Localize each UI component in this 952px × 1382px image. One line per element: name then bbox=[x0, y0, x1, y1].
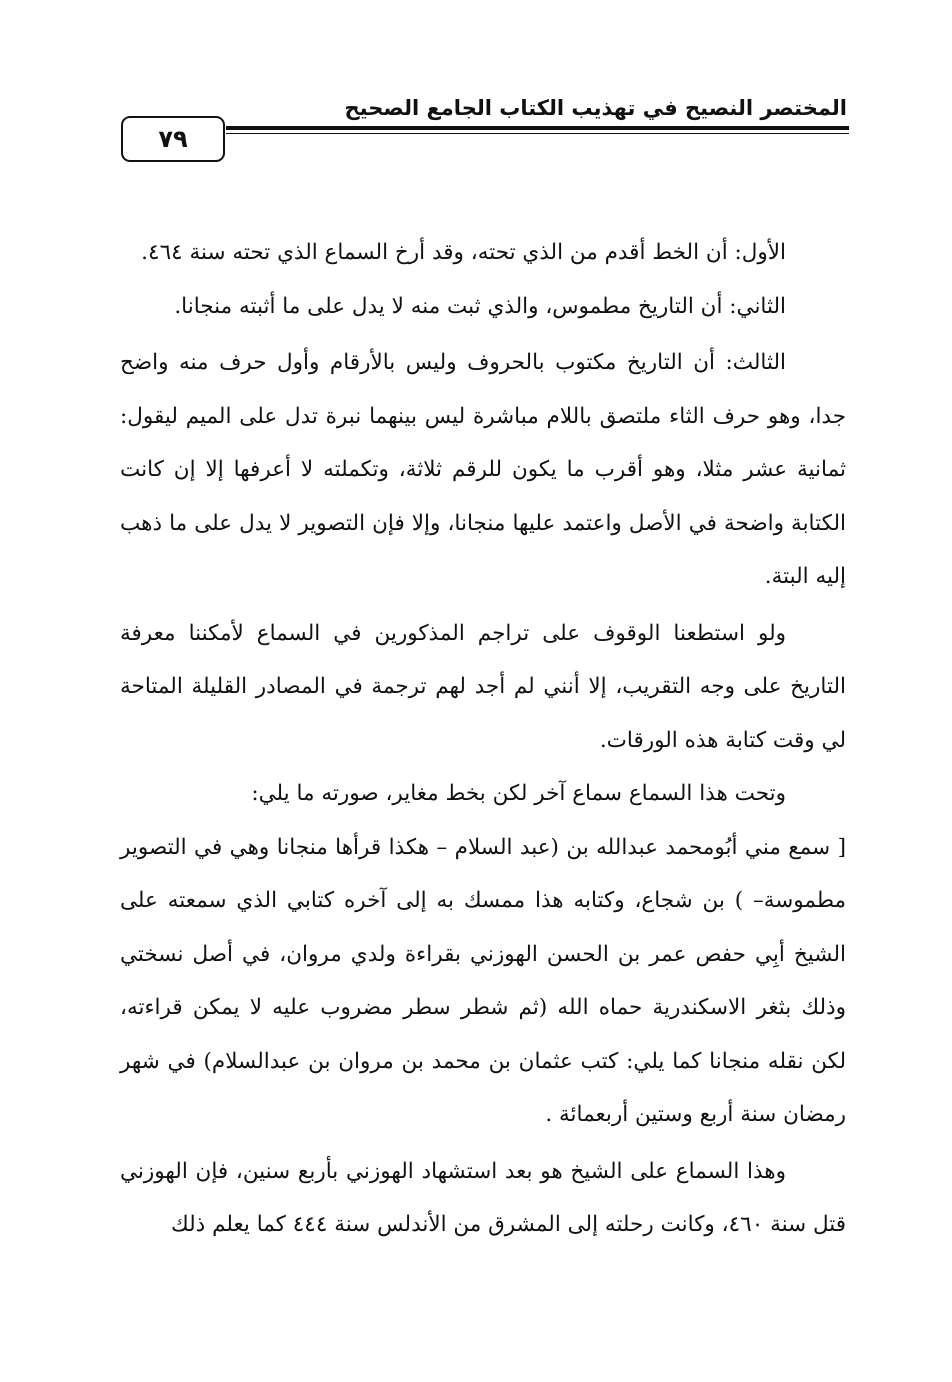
paragraph-third-point: الثالث: أن التاريخ مكتوب بالحروف وليس بالأرقام وأول حرف منه واضح جدا، وهو حرف الثاء ملتصق باللام مباشرة ليس بينهما نبرة تدل على الميم ليقول: ثمانية عشر مثلا، وهو أقرب ما يكون للرقم ثلاثة، وتكملته لا أعرفها إلا إن كانت الكتابة واضحة في الأصل واعتمد عليها منجانا، وإلا فإن التصوير لا يدل على ما ذهب إليه البتة. bbox=[120, 350, 846, 589]
body-text bbox=[120, 226, 846, 1252]
page-number-box bbox=[121, 116, 225, 162]
paragraph-biographies: ولو استطعنا الوقوف على تراجم المذكورين في السماع لأمكننا معرفة التاريخ على وجه التقريب، إلا أنني لم أجد لهم ترجمة في المصادر القليلة المتاحة لي وقت كتابة هذه الورقات. bbox=[120, 620, 846, 753]
paragraph-first-point: الأول: أن الخط أقدم من الذي تحته، وقد أرخ السماع الذي تحته سنة ٤٦٤. bbox=[141, 240, 786, 265]
running-title: المختصر النصيح في تهذيب الكتاب الجامع الصحيح bbox=[344, 96, 847, 120]
header-rule-thin bbox=[226, 133, 849, 134]
paragraph-second-audition-intro: وتحت هذا السماع سماع آخر لكن بخط مغاير، صورته ما يلي: bbox=[251, 781, 786, 806]
paragraph-audition-quote: [ سمع مني أبُومحمد عبدالله بن (عبد السلام – هكذا قرأها منجانا وهي في التصوير مطموسة– ) بن شجاع، وكتابه هذا ممسك به إلى آخره كتابي الذي سمعته على الشيخ أبِي حفص عمر بن الحسن الهوزني بقراءة ولدي مروان، في أصل نسختي وذلك بثغر الاسكندرية حماه الله (ثم شطر سطر مضروب عليه لا يمكن قراءته، لكن نقله منجانا كما يلي: كتب عثمان بن محمد بن مروان بن عبدالسلام) في شهر رمضان سنة أربع وستين أربعمائة . bbox=[120, 834, 846, 1127]
paragraph-second-point: الثاني: أن التاريخ مطموس، والذي ثبت منه لا يدل على ما أثبته منجانا. bbox=[174, 293, 786, 319]
paragraph-hawzani-date: وهذا السماع على الشيخ هو بعد استشهاد الهوزني بأربع سنين، فإن الهوزني قتل سنة ٤٦٠، وكانت رحلته إلى المشرق من الأندلس سنة ٤٤٤ كما يعلم ذلك bbox=[120, 1158, 846, 1237]
header-rule-thick bbox=[226, 126, 849, 130]
page-number: ٧٩ bbox=[158, 125, 188, 153]
